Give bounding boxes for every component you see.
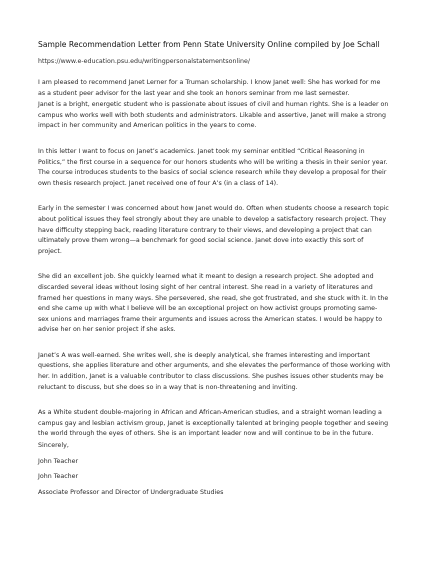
paragraph-line: about political issues they feel strongly about they are unable to develop a satisfactory research project. They (38, 215, 387, 223)
signature-name: John Teacher (38, 457, 79, 465)
paragraph-line: questions, she applies literature and other arguments, and she elevates the performance of those working with (38, 362, 391, 370)
signer-position: Associate Professor and Director of Undergraduate Studies (38, 488, 224, 496)
paragraph-line: ultimately prove them wrong—a benchmark for good social science. Janet dove into exactly this sort of (38, 237, 364, 245)
paragraph-introduction (38, 78, 410, 99)
paragraph-line: She did an excellent job. She quickly learned what it meant to design a research project. She adopted and (38, 273, 374, 281)
paragraph-line: her. In addition, Janet is a valuable contributor to class discussions. She pushes issues other students may be (38, 373, 384, 381)
paragraph-well-earned (38, 351, 410, 393)
paragraph-line: discarded several ideas without losing sight of her central interest. She read in a variety of literatures and (38, 283, 373, 291)
paragraph-early-semester (38, 204, 410, 257)
paragraph-line: Janet’s A was well-earned. She writes well, she is deeply analytical, she frames interesting and important (38, 351, 371, 359)
source-url: https://www.e-education.psu.edu/writingpersonalstatementsonline/ (38, 58, 251, 65)
paragraph-line: own thesis research project. Janet received one of four A’s (in a class of 14). (38, 179, 279, 187)
paragraph-excellent-job (38, 272, 410, 336)
paragraph-line: impact in her community and American politics in the years to come. (38, 122, 257, 130)
paragraph-line: Janet is a bright, energetic student who is passionate about issues of civil and human rights. She is a leader on (38, 101, 389, 109)
document-title: Sample Recommendation Letter from Penn State University Online compiled by Joe Schall (38, 40, 380, 49)
paragraph-line: Early in the semester I was concerned about how Janet would do. Often when students choose a research topic (38, 205, 389, 213)
paragraph-line: I am pleased to recommend Janet Lerner for a Truman scholarship. I know Janet well: She has worked for me (38, 79, 381, 86)
closing-salutation: Sincerely, (38, 442, 69, 450)
paragraph-line: sex unions and marriages frame their arguments and issues across the American states. I would be happy to (38, 315, 383, 323)
paragraph-character (38, 100, 410, 132)
paragraph-academics (38, 147, 410, 189)
paragraph-line: framed her questions in many ways. She persevered, she read, she got frustrated, and she stuck with it. In the (38, 294, 389, 302)
paragraph-line: Politics,” the first course in a sequence for our honors students who will be writing a thesis in their senior year. (38, 158, 388, 166)
paragraph-line: As a White student double-majoring in African and African-American studies, and a straight woman leading a (38, 409, 382, 417)
paragraph-line: project. (38, 247, 62, 255)
paragraph-line: campus who works well with both students and administrators. Likable and assertive, Janet will make a strong (38, 111, 386, 119)
paragraph-line: advise her on her senior project if she asks. (38, 326, 176, 334)
paragraph-line: have difficulty stepping back, reading literature contrary to their views, and developing a project that can (38, 226, 372, 234)
paragraph-line: campus gay and lesbian activism group, Janet is exceptionally talented at bringing people together and seeing (38, 419, 389, 427)
paragraph-line: as a student peer advisor for the last year and she took an honors seminar from me last semester. (38, 89, 350, 97)
paragraph-line: reluctant to discuss, but she does so in a way that is non-threatening and inviting. (38, 383, 298, 391)
typed-name: John Teacher (38, 473, 79, 481)
paragraph-line: The course introduces students to the basics of social science research while they develop a proposal for their (38, 169, 387, 177)
paragraph-line: end she came up with what I believe will be an exceptional project on how activist groups promoting same- (38, 305, 378, 313)
paragraph-line: In this letter I want to focus on Janet’s academics. Janet took my seminar entitled “Critical Reasoning in (38, 147, 365, 155)
paragraph-leadership (38, 408, 410, 440)
paragraph-line: the world through the eyes of others. She is an important leader now and will continue to be in the future. (38, 430, 374, 438)
